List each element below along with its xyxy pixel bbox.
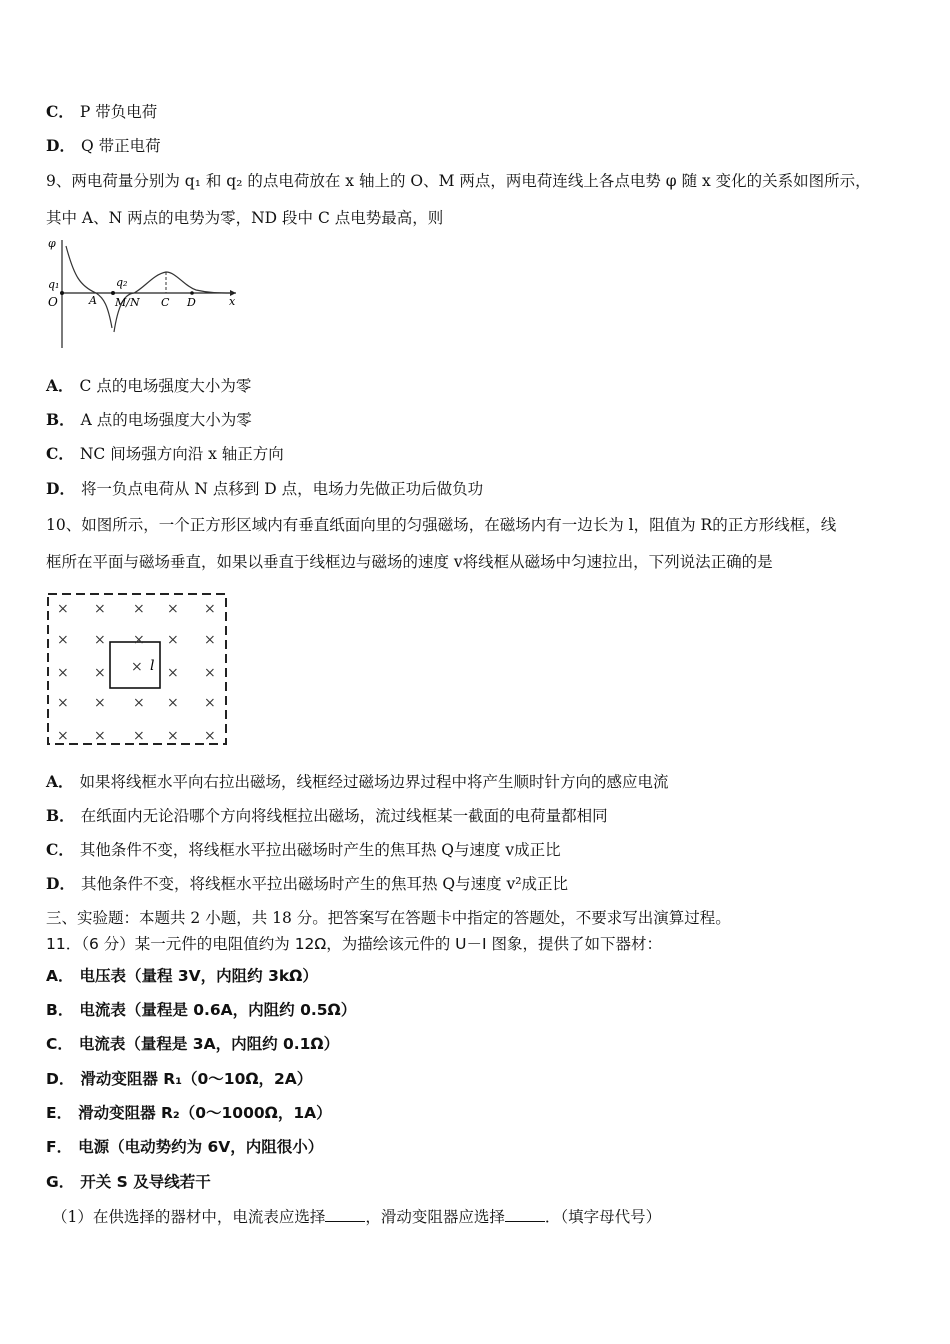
q10-option-c bbox=[46, 840, 561, 860]
item-text: 电流表（量程是 0.6A，内阻约 0.5Ω） bbox=[79, 1001, 357, 1019]
option-text: A 点的电场强度大小为零 bbox=[80, 411, 252, 429]
option-label: B． bbox=[46, 410, 75, 429]
option-label: D． bbox=[46, 874, 75, 893]
item-text: 电流表（量程是 3A，内阻约 0.1Ω） bbox=[78, 1035, 340, 1053]
label-c: C bbox=[161, 296, 170, 309]
item-label: D． bbox=[46, 1070, 75, 1088]
field-cross-mark: × bbox=[167, 665, 179, 681]
item-text: 开关 S 及导线若干 bbox=[80, 1173, 211, 1191]
item-label: C． bbox=[46, 1035, 73, 1053]
field-cross-mark: × bbox=[57, 695, 69, 711]
option-text: NC 间场强方向沿 x 轴正方向 bbox=[79, 445, 284, 463]
answer-blank-ammeter[interactable] bbox=[325, 1207, 365, 1222]
field-cross-mark: × bbox=[133, 695, 145, 711]
item-text: 电压表（量程 3V，内阻约 3kΩ） bbox=[79, 967, 318, 985]
option-text: 在纸面内无论沿哪个方向将线框拉出磁场，流过线框某一截面的电荷量都相同 bbox=[80, 807, 608, 825]
field-cross-mark: × bbox=[94, 695, 106, 711]
option-label: D． bbox=[46, 136, 75, 155]
q11-item-d bbox=[46, 1069, 312, 1089]
q11-item-e bbox=[46, 1103, 332, 1123]
field-cross-mark: × bbox=[204, 601, 216, 617]
field-cross-mark: × bbox=[204, 695, 216, 711]
field-cross-mark: × bbox=[57, 665, 69, 681]
option-label: A． bbox=[46, 376, 74, 395]
label-slash: / bbox=[126, 296, 130, 309]
point-d bbox=[190, 291, 194, 295]
option-label: B． bbox=[46, 806, 75, 825]
section3-heading: 三、实验题：本题共 2 小题，共 18 分。把答案写在答题卡中指定的答题处，不要求写出演算过程。 bbox=[46, 909, 731, 927]
item-label: F． bbox=[46, 1138, 73, 1156]
field-cross-mark: × bbox=[131, 659, 143, 675]
option-label: C． bbox=[46, 444, 74, 463]
q9-option-b bbox=[46, 410, 252, 430]
option-text: P 带负电荷 bbox=[79, 103, 158, 121]
axis-label-phi: φ bbox=[48, 237, 56, 250]
q11-sub1 bbox=[52, 1207, 661, 1227]
option-text: 如果将线框水平向右拉出磁场，线框经过磁场边界过程中将产生顺时针方向的感应电流 bbox=[79, 773, 669, 791]
option-text: C 点的电场强度大小为零 bbox=[79, 377, 252, 395]
field-cross-mark: × bbox=[204, 632, 216, 648]
q11-item-b bbox=[46, 1000, 356, 1020]
field-cross-mark: × bbox=[167, 601, 179, 617]
field-cross-mark: × bbox=[133, 601, 145, 617]
label-d: D bbox=[187, 296, 196, 309]
field-cross-mark: × bbox=[94, 601, 106, 617]
label-n: N bbox=[130, 296, 140, 309]
field-cross-mark: × bbox=[204, 728, 216, 744]
option-text: 将一负点电荷从 N 点移到 D 点，电场力先做正功后做负功 bbox=[80, 480, 484, 498]
option-label: D． bbox=[46, 479, 75, 498]
item-label: A． bbox=[46, 967, 74, 985]
item-text: 滑动变阻器 R₂（0～1000Ω，1A） bbox=[78, 1104, 332, 1122]
field-cross-mark: × bbox=[167, 695, 179, 711]
axis-label-x: x bbox=[229, 295, 236, 308]
left-curve bbox=[66, 246, 112, 328]
q11-item-f bbox=[46, 1137, 323, 1157]
q8-option-d bbox=[46, 136, 161, 156]
field-cross-mark: × bbox=[133, 632, 145, 648]
option-label: C． bbox=[46, 840, 74, 859]
option-label: C． bbox=[46, 102, 74, 121]
item-text: 电源（电动势约为 6V，内阻很小） bbox=[78, 1138, 324, 1156]
field-cross-mark: × bbox=[57, 601, 69, 617]
label-a: A bbox=[89, 294, 97, 307]
q9-potential-graph bbox=[44, 236, 244, 354]
sub1-text-b: ，滑动变阻器应选择 bbox=[365, 1208, 505, 1226]
q9-option-c bbox=[46, 444, 284, 464]
answer-blank-rheostat[interactable] bbox=[505, 1207, 545, 1222]
q9-option-a bbox=[46, 376, 251, 396]
label-q1: q₁ bbox=[48, 278, 60, 291]
item-label: B． bbox=[46, 1001, 74, 1019]
field-cross-mark: × bbox=[167, 632, 179, 648]
field-cross-mark: × bbox=[57, 728, 69, 744]
q10-magnetic-field-figure bbox=[46, 592, 228, 746]
field-cross-mark: × bbox=[94, 728, 106, 744]
q8-option-c bbox=[46, 102, 157, 122]
item-text: 滑动变阻器 R₁（0～10Ω，2A） bbox=[80, 1070, 313, 1088]
field-cross-mark: × bbox=[133, 728, 145, 744]
q10-option-d bbox=[46, 874, 568, 894]
option-text: Q 带正电荷 bbox=[80, 137, 161, 155]
q11-item-c bbox=[46, 1034, 339, 1054]
field-cross-mark: × bbox=[204, 665, 216, 681]
loop-label-l: l bbox=[150, 658, 155, 674]
q11-stem: 11．（6 分）某一元件的电阻值约为 12Ω，为描绘该元件的 U－I 图象，提供了如下器材： bbox=[46, 935, 663, 953]
q11-item-g bbox=[46, 1172, 211, 1192]
point-m bbox=[111, 291, 115, 295]
label-o: O bbox=[48, 295, 58, 309]
option-label: A． bbox=[46, 772, 74, 791]
field-cross-mark: × bbox=[94, 665, 106, 681]
label-m: M bbox=[115, 296, 127, 309]
q10-stem-line1: 10、如图所示，一个正方形区域内有垂直纸面向里的匀强磁场，在磁场内有一边长为 l，阻值为 R的正方形线框，线 bbox=[46, 516, 837, 534]
q9-stem-line2: 其中 A、N 两点的电势为零，ND 段中 C 点电势最高，则 bbox=[46, 209, 444, 227]
option-text: 其他条件不变，将线框水平拉出磁场时产生的焦耳热 Q与速度 v²成正比 bbox=[80, 875, 568, 893]
label-q2: q₂ bbox=[116, 276, 128, 289]
field-cross-mark: × bbox=[57, 632, 69, 648]
point-o bbox=[60, 291, 64, 295]
item-label: E． bbox=[46, 1104, 73, 1122]
field-cross-mark: × bbox=[167, 728, 179, 744]
q9-option-d bbox=[46, 479, 483, 499]
sub1-text-c: ．（填字母代号） bbox=[544, 1208, 662, 1226]
field-cross-mark: × bbox=[94, 632, 106, 648]
q10-option-b bbox=[46, 806, 608, 826]
sub1-text-a: （1）在供选择的器材中，电流表应选择 bbox=[52, 1208, 326, 1226]
q9-stem-line1: 9、两电荷量分别为 q₁ 和 q₂ 的点电荷放在 x 轴上的 O、M 两点，两电荷连线上各点电势 φ 随 x 变化的关系如图所示， bbox=[46, 172, 871, 190]
option-text: 其他条件不变，将线框水平拉出磁场时产生的焦耳热 Q与速度 v成正比 bbox=[79, 841, 561, 859]
q10-option-a bbox=[46, 772, 669, 792]
q10-stem-line2: 框所在平面与磁场垂直，如果以垂直于线框边与磁场的速度 v将线框从磁场中匀速拉出，下列说法正确的是 bbox=[46, 553, 773, 571]
q11-item-a bbox=[46, 966, 318, 986]
item-label: G． bbox=[46, 1173, 75, 1191]
